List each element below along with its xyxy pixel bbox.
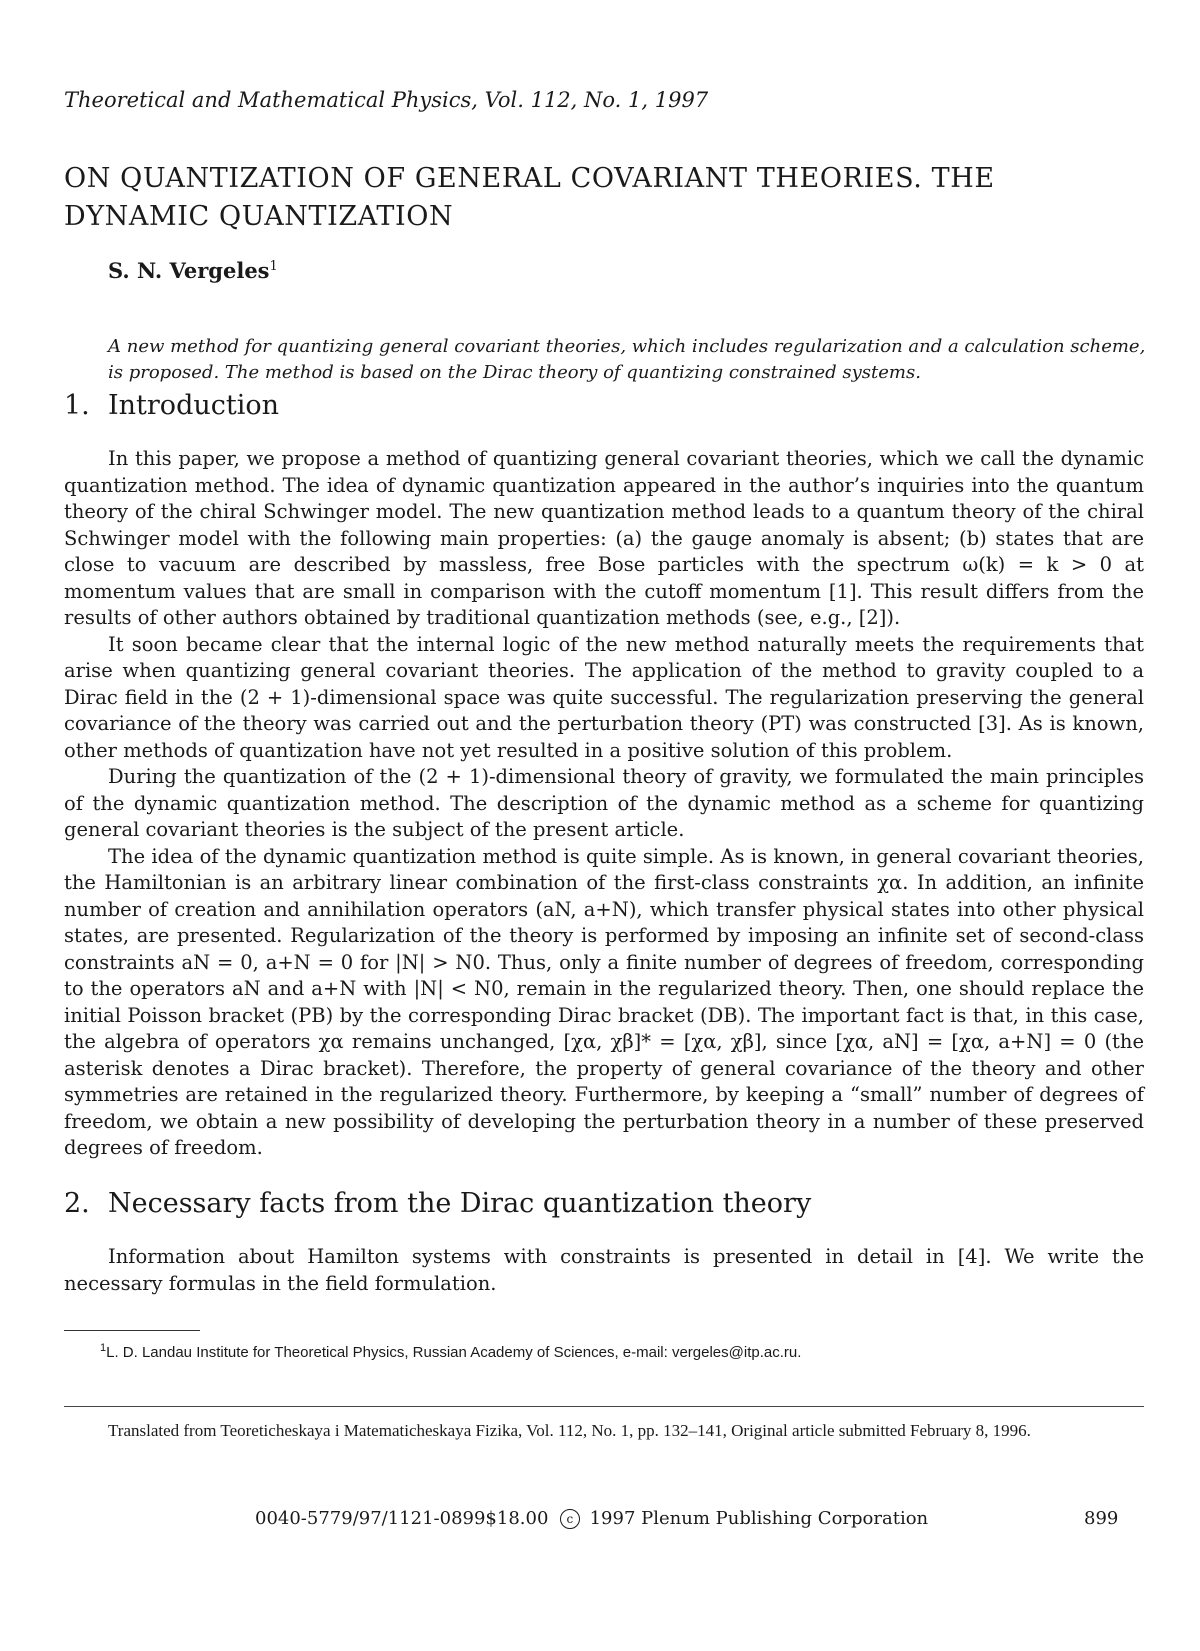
copyright-icon: c [560, 1509, 580, 1529]
journal-citation: Theoretical and Mathematical Physics, Vol. 112, No. 1, 1997 [64, 88, 709, 112]
section-title: Necessary facts from the Dirac quantization theory [108, 1188, 812, 1219]
paragraph: During the quantization of the (2 + 1)-dimensional theory of gravity, we formulated the main principles of the dynamic quantization method. The description of the dynamic method as a scheme for quantizing general covariant theories is the subject of the present article. [64, 765, 1144, 841]
section2-body [64, 1244, 1144, 1297]
section-heading-introduction [64, 390, 279, 421]
translation-text: Translated from Teoreticheskaya i Matematicheskaya Fizika, Vol. 112, No. 1, pp. 132–141, Original article submitted February 8, 1996. [108, 1421, 1031, 1440]
section-number: 1. [64, 390, 90, 421]
translation-divider [64, 1406, 1144, 1407]
footnote-divider [64, 1330, 200, 1331]
section-number: 2. [64, 1188, 90, 1219]
paragraph: Information about Hamilton systems with constraints is presented in detail in [4]. We write the necessary formulas in the field formulation. [64, 1245, 1144, 1295]
paragraph: The idea of the dynamic quantization method is quite simple. As is known, in general covariant theories, the Hamiltonian is an arbitrary linear combination of the first-class constraints χα. In addition, an infinite number of creation and annihilation operators (aN, a+N), which transfer physical states into other physical states, are presented. Regularization of the theory is performed by imposing an infinite set of second-class constraints aN = 0, a+N = 0 for |N| > N0. Thus, only a finite number of degrees of freedom, corresponding to the operators aN and a+N with |N| < N0, remain in the regularized theory. Then, one should replace the initial Poisson bracket (PB) by the corresponding Dirac bracket (DB). The important fact is that, in this case, the algebra of operators χα remains unchanged, [χα, χβ]* = [χα, χβ], since [χα, aN] = [χα, a+N] = 0 (the asterisk denotes a Dirac bracket). Therefore, the property of general covariance of the theory and other symmetries are retained in the regularized theory. Furthermore, by keeping a “small” number of degrees of freedom, we obtain a new possibility of developing the perturbation theory in a number of these preserved degrees of freedom. [64, 844, 1144, 1159]
paper-title: ON QUANTIZATION OF GENERAL COVARIANT THEORIES. THE DYNAMIC QUANTIZATION [64, 163, 995, 232]
paragraph: In this paper, we propose a method of quantizing general covariant theories, which we call the dynamic quantization method. The idea of dynamic quantization appeared in the author’s inquiries into the quantum theory of the chiral Schwinger model. The new quantization method leads to a quantum theory of the chiral Schwinger model with the following main properties: (a) the gauge anomaly is absent; (b) states that are close to vacuum are described by massless, free Bose particles with the spectrum ω(k) = k > 0 at momentum values that are small in comparison with the cutoff momentum [1]. This result differs from the results of other authors obtained by traditional quantization methods (see, e.g., [2]). [64, 447, 1144, 629]
section-heading-dirac [64, 1188, 811, 1219]
footnote-mark: 1 [100, 1342, 107, 1354]
author-name: S. N. Vergeles [108, 258, 270, 283]
issn-code: 0040-5779/97/1121-0899$18.00 [255, 1508, 549, 1529]
footnote [100, 1342, 801, 1361]
footnote-text: L. D. Landau Institute for Theoretical Physics, Russian Academy of Sciences, e-mail: vergeles@itp.ac.ru. [106, 1344, 802, 1361]
footer-line [255, 1508, 928, 1529]
abstract: A new method for quantizing general covariant theories, which includes regularization and a calculation scheme, is proposed. The method is based on the Dirac theory of quantizing constrained systems. [108, 336, 1146, 383]
section-title: Introduction [108, 390, 279, 421]
paragraph: It soon became clear that the internal logic of the new method naturally meets the requirements that arise when quantizing general covariant theories. The application of the method to gravity coupled to a Dirac field in the (2 + 1)-dimensional space was quite successful. The regularization preserving the general covariance of the theory was carried out and the perturbation theory (PT) was constructed [3]. As is known, other methods of quantization have not yet resulted in a positive solution of this problem. [64, 632, 1144, 762]
author-line [108, 258, 278, 283]
translation-note [64, 1418, 1144, 1443]
page-number: 899 [1084, 1508, 1119, 1529]
publisher: 1997 Plenum Publishing Corporation [589, 1508, 929, 1529]
introduction-body [64, 446, 1144, 1162]
author-footnote-mark: 1 [269, 259, 278, 274]
